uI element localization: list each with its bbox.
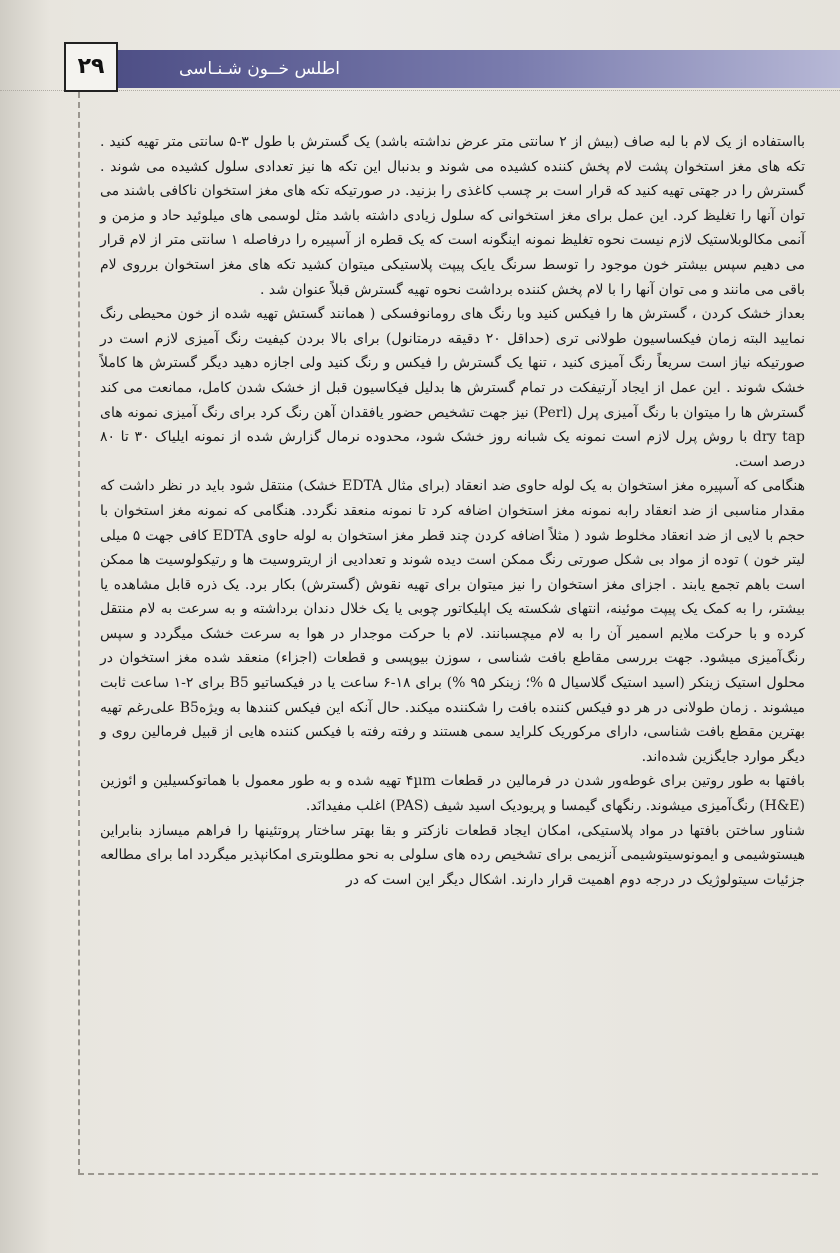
- paragraph: هنگامی که آسپیره مغز استخوان به یک لوله حاوی ضد انعقاد (برای مثال EDTA خشک) منتقل شود باید در نظر داشت که مقدار مناسبی از ضد انعقاد رابه نمونه مغز استخوان اضافه کرد تا نمونه منعقد نگردد. هنگامی که نمونه مغز استخوان با حجم با لایی از ضد انعقاد مخلوط شود ( مثلاً اضافه کردن چند قطر مغز استخوان به لوله حاوی EDTA کافی جهت ۵ میلی لیتر خون ) توده از مواد بی شکل صورتی رنگ ممکن است دیده شوند و تعدادیی از اریتروسیت ها و رتیکولوسیت ها ممکن است باهم تجمع یابند . اجزای مغز استخوان را نیز میتوان برای تهیه نقوش (گسترش) بکار برد. یک ذره قابل مشاهده یا بیشتر، را به کمک یک پیپت موئینه، انتهای شکسته یک اپلیکاتور چوبی یا یک خلال دندان برداشته و به سرعت به لام منتقل کرده و با حرکت ملایم اسمیر آن را به لام میچسبانند. لام با حرکت موجدار در هوا به سرعت خشک میگردد و سپس رنگ‌آمیزی میشود. جهت بررسی مقاطع بافت شناسی ، سوزن بیوپسی و قطعات (اجزاء) منعقد شده مغز استخوان در محلول استیک زینکر (اسید استیک گلاسیال ۵ %؛ زینکر ۹۵ %) برای ۱۸-۶ ساعت یا در فیکساتیو B5 برای ۲-۱ ساعت ثابت میشوند . زمان طولانی در هر دو فیکس کننده بافت را شکننده میکند. حال آنکه این فیکس کنندها به ویژهB5 علی‌رغم تهیه بهترین مقطع بافت شناسی، دارای مرکوریک کلراید سمی هستند و رفته رفته با فیکس کننده هایی از قبیل فرمالین روی و دیگر موارد جایگزین شده‌اند.: [100, 478, 806, 765]
- page-number: ۲۹: [77, 54, 105, 79]
- paragraph: بافتها به طور روتین برای غوطه‌ور شدن در فرمالین در قطعات ۴µm تهیه شده و به طور معمول با هماتوکسیلین و ائوزین (H&E) رنگ‌آمیزی میشوند. رنگهای گیمسا و پریودیک اسید شیف (PAS) اغلب مفیدانَد.: [100, 773, 805, 815]
- paragraph: شناور ساختن بافتها در مواد پلاستیکی، امکان ایجاد قطعات نازکتر و بقا بهتر ساختار پروتئینها را فراهم میسازد بنابراین هیستوشیمی و ایمونوسیتوشیمی آنزیمی برای تشخیص رده های سلولی به نحو مطلوبتری امکانپذیر میگردد اما برای مطالعه جزئیات سیتولوژیک در درجه دوم اهمیت قرار دارند. اشکال دیگر این است که در: [100, 822, 805, 888]
- bottom-margin-rule: [78, 1173, 818, 1175]
- left-margin-rule: [78, 92, 80, 1175]
- top-dotted-rule: [0, 90, 840, 91]
- body-text: [100, 130, 805, 892]
- page-number-box: [64, 42, 118, 92]
- running-title: اطلس خــون شـنـاسی: [178, 59, 340, 79]
- paragraph: بااستفاده از یک لام با لبه صاف (بیش از ۲ سانتی متر عرض نداشته باشد) یک گسترش با طول ۳-۵ سانتی متر تهیه کنید . تکه های مغز استخوان پشت لام پخش کننده کشیده می شوند و بدنبال این تکه ها نیز تعدادی سلول کشیده می شوند . گسترش را در جهتی تهیه کنید که قرار است بر چسب کاغذی را بزنید. در صورتیکه تکه های مغز استخوان ناکافی باشند می توان آنها را تغلیظ کرد. این عمل برای مغز استخوانی که سلول زیادی داشته باشد مثل لوسمی های میلوئید حاد و مزمن و آنمی مکالوبلاستیک لازم نیست نحوه تغلیظ نمونه اینگونه است که یک قطره از آسپیره را درفاصله ۱ سانتی متر از لام قرار می دهیم سپس بیشتر خون موجود را توسط سرنگ یایک پیپت پلاستیکی میتوان کشید تکه های مغز استخوان برروی لام باقی می مانند و می توان آنها را با لام پخش کننده برداشت نحوه تهیه گسترش قبلاً عنوان شد .: [100, 134, 806, 298]
- paragraph: بعداز خشک کردن ، گسترش ها را فیکس کنید وبا رنگ های رومانوفسکی ( همانند گستش تهیه شده از خون محیطی رنگ نمایید البته زمان فیکساسیون طولانی تری (حداقل ۲۰ دقیقه درمتانول) برای بالا بردن کیفیت رنگ آمیزی لازم است در صورتیکه نیاز است سریعاً رنگ آمیزی کنید ، تنها یک گسترش را فیکس و رنگ کنید ولی اجازه دهید دیگر گسترش ها کاملاً خشک شوند . این عمل از ایجاد آرتیفکت در تمام گسترش ها بدلیل فیکاسیون قبل از خشک شدن کامل، ممانعت می کند گسترش ها را میتوان با رنگ آمیزی پرل (Perl) نیز جهت تشخیص حضور یافقدان آهن رنگ کرد برای رنگ آمیزی نمونه های dry tap با روش پرل لازم است نمونه یک شبانه روز خشک شود، محدوده نرمال گزارش شده از نمونه ایلیاک ۳۰ تا ۸۰ درصد است.: [100, 306, 806, 470]
